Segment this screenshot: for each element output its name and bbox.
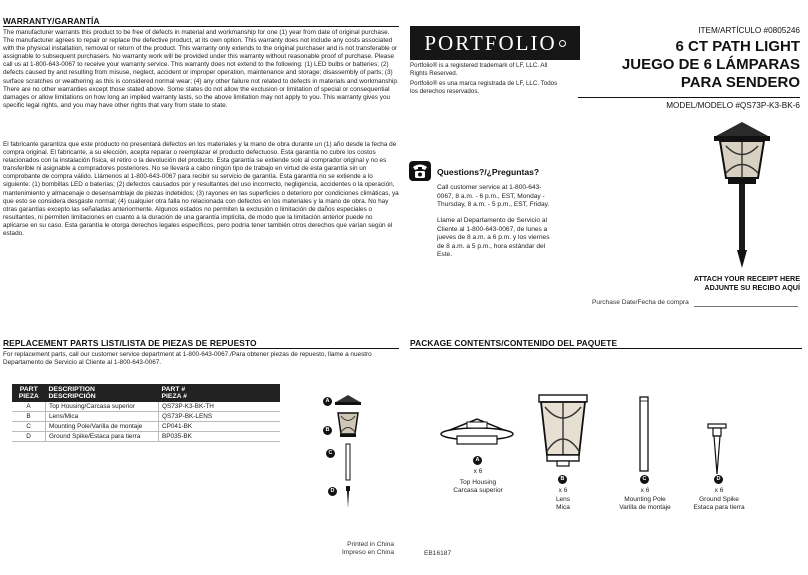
- table-row: [12, 432, 280, 442]
- contents-title: PACKAGE CONTENTS/CONTENIDO DEL PAQUETE: [410, 338, 618, 348]
- name-c-en: Mounting Pole: [624, 495, 666, 503]
- model-number: MODEL/MODELO #QS73P-K3-BK-6: [666, 101, 800, 110]
- part-number: QS73P-BK-LENS: [159, 412, 281, 422]
- parts-intro: For replacement parts, call our customer service department at 1-800-643-0067./Para obtener piezas de repuesto, llame a nuestro Departamento de Servicio al Cliente al 1-800-643-0067.: [3, 351, 372, 367]
- lens-illustration: [535, 393, 591, 468]
- part-description: Mounting Pole/Varilla de montaje: [46, 422, 159, 432]
- printed-in-china: [318, 541, 394, 558]
- name-a-es: Carcasa superior: [453, 487, 503, 494]
- qty-b: x 6: [558, 487, 568, 494]
- name-d-es: Estaca para tierra: [693, 504, 745, 511]
- trademark-es: Portfolio® es una marca registrada de LF, LLC. Todos los derechos reservados.: [410, 80, 558, 95]
- item-number: ITEM/ARTÍCULO #0805246: [698, 26, 800, 35]
- table-row: [12, 422, 280, 432]
- receipt-line-es: ADJUNTE SU RECIBO AQUÍ: [704, 283, 800, 292]
- header-part-number: PART # PIEZA #: [159, 384, 281, 402]
- qty-c: x 6: [640, 487, 650, 494]
- content-label-a: A: [473, 456, 482, 465]
- table-row: [12, 412, 280, 422]
- document-code: EB16187: [424, 550, 452, 557]
- part-label-c: C: [326, 449, 335, 458]
- logo-text: PORTFOLIO: [424, 30, 557, 55]
- part-letter: C: [12, 422, 46, 432]
- portfolio-logo: [410, 26, 580, 60]
- header-description: DESCRIPTION DESCRIPCIÓN: [46, 384, 159, 402]
- warranty-rule: [3, 26, 399, 27]
- name-a-en: Top Housing: [459, 478, 497, 486]
- top-housing-illustration: [437, 416, 517, 456]
- content-item-b: [523, 487, 603, 513]
- content-label-b: B: [558, 475, 567, 484]
- part-number: QS73P-K3-BK-TH: [159, 402, 281, 412]
- product-title-es-line1: JUEGO DE 6 LÁMPARAS: [621, 56, 800, 73]
- receipt-line-en: ATTACH YOUR RECEIPT HERE: [693, 274, 800, 283]
- questions-title: Questions?/¿Preguntas?: [437, 167, 540, 177]
- name-d-en: Ground Spike: [699, 495, 739, 503]
- content-label-c: C: [640, 475, 649, 484]
- questions-text-es: Llame al Departamento de Servicio al Cliente al 1-800-643-0067, de lunes a jueves de 8 a.m. a 6 p.m. y los viernes de 8 a.m. a 5 p.m., hora estándar del Este.: [437, 217, 550, 259]
- qty-d: x 6: [714, 487, 724, 494]
- parts-table-header: [12, 384, 280, 402]
- telephone-icon: [408, 160, 432, 182]
- content-item-c: [604, 487, 686, 513]
- part-label-a: A: [323, 397, 332, 406]
- questions-text-en: Call customer service at 1-800-643-0067, 8 a.m. - 6 p.m., EST, Monday - Thursday, 8 a.m. - 5 p.m., EST, Friday.: [437, 184, 550, 209]
- product-title-es-line2: PARA SENDERO: [680, 74, 800, 91]
- content-item-a: [438, 468, 518, 496]
- parts-rule: [3, 348, 399, 349]
- name-c-es: Varilla de montaje: [619, 504, 671, 511]
- part-letter: A: [12, 402, 46, 412]
- printed-en: Printed in China: [347, 541, 394, 548]
- name-b-en: Lens: [555, 495, 571, 503]
- part-number: BP035-BK: [159, 432, 281, 442]
- path-light-illustration: [706, 118, 778, 268]
- part-letter: D: [12, 432, 46, 442]
- part-description: Ground Spike/Estaca para tierra: [46, 432, 159, 442]
- part-label-d: D: [328, 487, 337, 496]
- name-b-es: Mica: [556, 504, 570, 511]
- registered-mark-icon: [559, 40, 566, 47]
- product-title-en: 6 CT PATH LIGHT: [675, 38, 800, 55]
- content-item-d: [678, 487, 760, 513]
- trademark-en: Portfolio® is a registered trademark of LF, LLC. All Rights Reserved.: [410, 62, 548, 77]
- part-label-b: B: [323, 426, 332, 435]
- mounting-pole-illustration: [637, 395, 651, 473]
- parts-title: REPLACEMENT PARTS LIST/LISTA DE PIEZAS DE REPUESTO: [3, 338, 257, 348]
- title-rule: [578, 97, 800, 98]
- purchase-date-label: Purchase Date/Fecha de compra: [592, 299, 689, 306]
- parts-table: [12, 384, 280, 442]
- part-letter: B: [12, 412, 46, 422]
- purchase-date-line[interactable]: [694, 306, 798, 307]
- contents-rule: [410, 348, 802, 349]
- ground-spike-illustration: [704, 422, 730, 476]
- part-description: Lens/Mica: [46, 412, 159, 422]
- warranty-title: WARRANTY/GARANTÍA: [3, 16, 100, 26]
- printed-es: Impreso en China: [341, 549, 394, 557]
- part-description: Top Housing/Carcasa superior: [46, 402, 159, 412]
- warranty-text-es: El fabricante garantiza que este producto no presentará defectos en los materiales y la mano de obra durante un (1) año desde la fecha de compra original. El fabricante, a su elección, acepta reparar o reemplazar el producto defectuoso. Esta garantía no cubre los costos relacionados con la instalación física, el retiro o la devolución del producto. Esta garantía se extiende solo al comprador original y no es transferible ni asignable a compradores posteriores. No se llevará a cabo ningún tipo de trabajo en virtud de esta garantía sin un comprobante de compra válido. Llámenos al 1-800-643-0067 para recibir su servicio de garantía. Esta garantía no se extiende a lo siguiente: (1) bombillas LED o baterías; (2) defectos causados por y resultantes del uso incorrecto, negligencia, accidentes o la operación, mantenimiento y almacenaje o desensamblaje de piezas indebidos; (3) rayones en las superficies o deterioro por condiciones climáticas, ya que esto se considera desgaste normal; (4) cualquier otra falla no relacionada con defectos en los materiales y la mano de obra. No hay otras garantías excepto las señaladas anteriormente. Algunos estados no permiten la exclusión o limitación de daños especiales o resultantes, ni permiten limitaciones en cuanto a la duración de una garantía implícita, de modo que la limitación anterior puede no aplicarse en su caso. Esta garantía le otorga derechos legales específicos, pero podría tener también otros derechos que varían según el estado.: [3, 141, 399, 238]
- header-part: PART PIEZA: [12, 384, 46, 402]
- qty-a: x 6: [473, 468, 483, 475]
- table-row: [12, 402, 280, 412]
- part-number: CP041-BK: [159, 422, 281, 432]
- content-label-d: D: [714, 475, 723, 484]
- warranty-text-en: The manufacturer warrants this product to be free of defects in material and workmanship for one (1) year from date of original purchase. The manufacturer agrees to repair or replace the defective product, at its own option. This warranty does not include any costs associated with the physical installation, removal or return of the product. This warranty only extends to the original purchaser and is not transferable or assignable to subsequent purchasers. No warranty work will be provided under this warranty without reasonable proof of purchase. Please call us at 1-800-643-0067 to receive your warranty service. This warranty does not extend to the following: (1) LED bulbs or batteries; (2) defects caused by and resulting from misuse, neglect, accident or improper operation, maintenance and storage; disassembly of parts; (3) surface scratches or weathering as this is considered normal wear; (4) any other failure not related to defects in materials and workmanship. There are no other warranties except those stated above. Some states do not allow the exclusion or limitation of special or consequential damages or allow limitations on how long an implied warranty lasts, so the above limitation may not apply to you. This warranty gives you specific legal rights, and you may have other rights that vary from state to state.: [3, 29, 399, 109]
